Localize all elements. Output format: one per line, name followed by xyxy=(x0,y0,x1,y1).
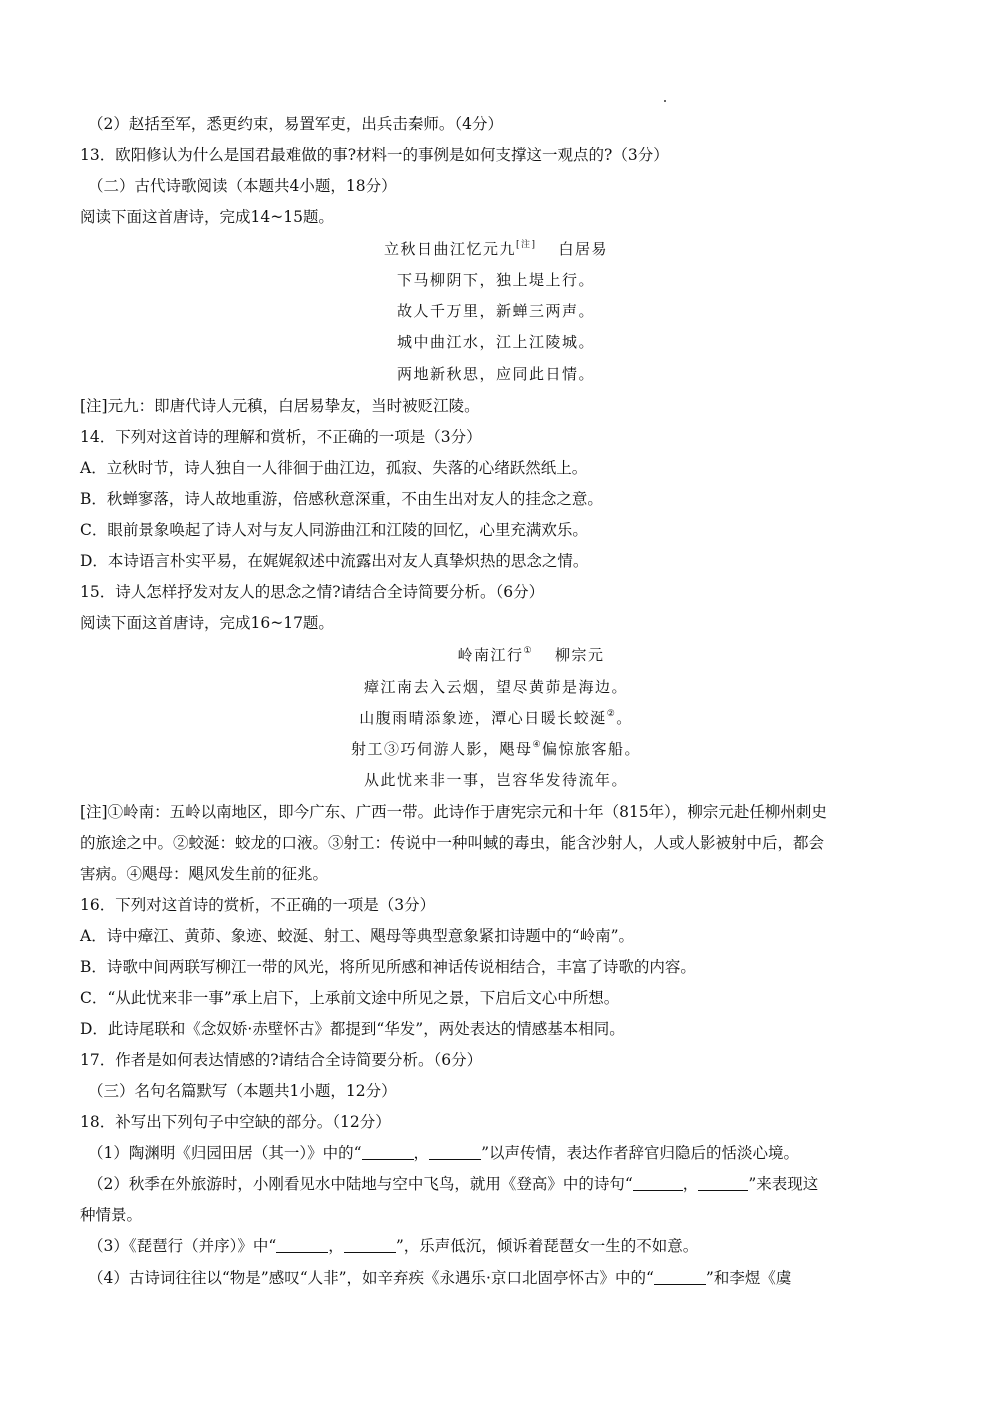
q18-text: ”和李煜《虞 xyxy=(705,1269,792,1287)
poem2-line xyxy=(80,708,912,728)
q16-option-c: C．“从此忧来非一事”承上启下，上承前文途中所见之景，下启后文心中所想。 xyxy=(80,989,620,1007)
poem2-note-mark: ④ xyxy=(532,740,543,750)
answer-blank[interactable] xyxy=(698,1176,748,1191)
poem2-title-line xyxy=(80,645,912,665)
q14-option-b: B．秋蝉寥落，诗人故地重游，倍感秋意深重，不由生出对友人的挂念之意。 xyxy=(80,490,603,508)
answer-blank[interactable] xyxy=(633,1176,683,1191)
poem2-line: 从此忧来非一事，岂容华发待流年。 xyxy=(363,771,628,789)
poem1-title: 立秋日曲江忆元九 xyxy=(383,240,516,258)
q14-stem: 14．下列对这首诗的理解和赏析，不正确的一项是（3分） xyxy=(80,428,482,446)
q12-item-2: （2）赵括至军，悉更约束，易置军吏，出兵击秦师。（4分） xyxy=(88,115,503,133)
q18-text: ， xyxy=(682,1175,699,1193)
poem1-line: 下马柳阴下，独上堤上行。 xyxy=(396,271,595,289)
q18-item-1 xyxy=(88,1143,912,1163)
q18-text: （3）《琵琶行（并序）》中“ xyxy=(88,1237,277,1255)
poem2-line-text: 山腹雨晴添象迹，潭心日暖长蛟涎 xyxy=(359,709,607,727)
poem1-note: [注]元九：即唐代诗人元稹，白居易挚友，当时被贬江陵。 xyxy=(80,397,480,415)
q17: 17．作者是如何表达情感的?请结合全诗简要分析。（6分） xyxy=(80,1051,483,1069)
q14-option-a: A．立秋时节，诗人独自一人徘徊于曲江边，孤寂、失落的心绪跃然纸上。 xyxy=(80,459,588,477)
q16-option-d: D．此诗尾联和《念奴娇·赤壁怀古》都提到“华发”，两处表达的情感基本相同。 xyxy=(80,1020,625,1038)
poem1-title-line xyxy=(80,239,912,259)
poem2-line-text: 。 xyxy=(616,709,633,727)
q16-option-a: A．诗中瘴江、黄茆、象迹、蛟涎、射工、飓母等典型意象紧扣诗题中的“岭南”。 xyxy=(80,927,635,945)
answer-blank[interactable] xyxy=(429,1145,481,1160)
poem2-note: 害病。④飓母：飓风发生前的征兆。 xyxy=(80,865,329,883)
poem1-title-note: [注] xyxy=(515,240,537,250)
q15: 15．诗人怎样抒发对友人的思念之情?请结合全诗简要分析。（6分） xyxy=(80,583,545,601)
answer-blank[interactable] xyxy=(276,1238,328,1253)
poem2-line xyxy=(80,739,912,759)
poem1-author: 白居易 xyxy=(558,240,609,258)
q18-text: （2）秋季在外旅游时，小刚看见水中陆地与空中飞鸟，就用《登高》中的诗句“ xyxy=(88,1175,633,1193)
answer-blank[interactable] xyxy=(344,1238,396,1253)
q16-option-b: B．诗歌中间两联写柳江一带的风光，将所见所感和神话传说相结合，丰富了诗歌的内容。 xyxy=(80,958,696,976)
q14-option-d: D．本诗语言朴实平易，在娓娓叙述中流露出对友人真挚炽热的思念之情。 xyxy=(80,552,589,570)
q14-option-c: C．眼前景象唤起了诗人对与友人同游曲江和江陵的回忆，心里充满欢乐。 xyxy=(80,521,588,539)
q18-text: ”以声传情，表达作者辞官归隐后的恬淡心境。 xyxy=(481,1144,799,1162)
poem2-line-text: 偏惊旅客船。 xyxy=(542,740,642,758)
q18-item-2 xyxy=(88,1174,912,1194)
answer-blank[interactable] xyxy=(362,1145,414,1160)
poem2-intro: 阅读下面这首唐诗，完成16~17题。 xyxy=(80,614,334,632)
poem2-line-text: 射工③巧伺游人影，飓母 xyxy=(350,740,533,758)
q18-text: （1）陶渊明《归园田居（其一）》中的“ xyxy=(88,1144,362,1162)
scan-speck xyxy=(664,100,666,102)
q18-text: ”，乐声低沉，倾诉着琵琶女一生的不如意。 xyxy=(395,1237,699,1255)
poem2-author: 柳宗元 xyxy=(555,646,605,664)
poem1-line: 城中曲江水，江上江陵城。 xyxy=(396,333,595,351)
q16-stem: 16．下列对这首诗的赏析，不正确的一项是（3分） xyxy=(80,896,436,914)
q18-text: ”来表现这 xyxy=(748,1175,819,1193)
q18-item-3 xyxy=(88,1236,912,1256)
poem1-line: 两地新秋思，应同此日情。 xyxy=(396,365,595,383)
q18-text: （4）古诗词往往以“物是”感叹“人非”，如辛弃疾《永遇乐·京口北固亭怀古》中的“ xyxy=(88,1269,654,1287)
q18-item-4 xyxy=(88,1268,912,1288)
poem2-note-mark: ② xyxy=(606,709,617,719)
q18-text: ， xyxy=(413,1144,430,1162)
poem2-note: [注]①岭南：五岭以南地区，即今广东、广西一带。此诗作于唐宪宗元和十年（815年），柳宗元赴任柳州刺史 xyxy=(80,803,827,821)
q18-text: ， xyxy=(328,1237,344,1255)
poem2-title: 岭南江行 xyxy=(457,646,524,664)
q13: 13．欧阳修认为什么是国君最难做的事?材料一的事例是如何支撑这一观点的?（3分） xyxy=(80,146,669,164)
poem1-line: 故人千万里，新蝉三两声。 xyxy=(396,302,595,320)
section-2-heading: （二）古代诗歌阅读（本题共4小题，18分） xyxy=(88,177,397,195)
answer-blank[interactable] xyxy=(654,1270,706,1285)
poem2-note: 的旅途之中。②蛟涎：蛟龙的口液。③射工：传说中一种叫蜮的毒虫，能含沙射人，人或人影被射中后，都会 xyxy=(80,834,825,852)
q18-stem: 18．补写出下列句子中空缺的部分。（12分） xyxy=(80,1113,391,1131)
poem2-line: 瘴江南去入云烟，望尽黄茆是海边。 xyxy=(363,678,628,696)
poem2-title-note: ① xyxy=(523,646,534,656)
poem1-intro: 阅读下面这首唐诗，完成14~15题。 xyxy=(80,208,334,226)
q18-item-2-cont: 种情景。 xyxy=(80,1206,143,1224)
section-3-heading: （三）名句名篇默写（本题共1小题，12分） xyxy=(88,1082,397,1100)
